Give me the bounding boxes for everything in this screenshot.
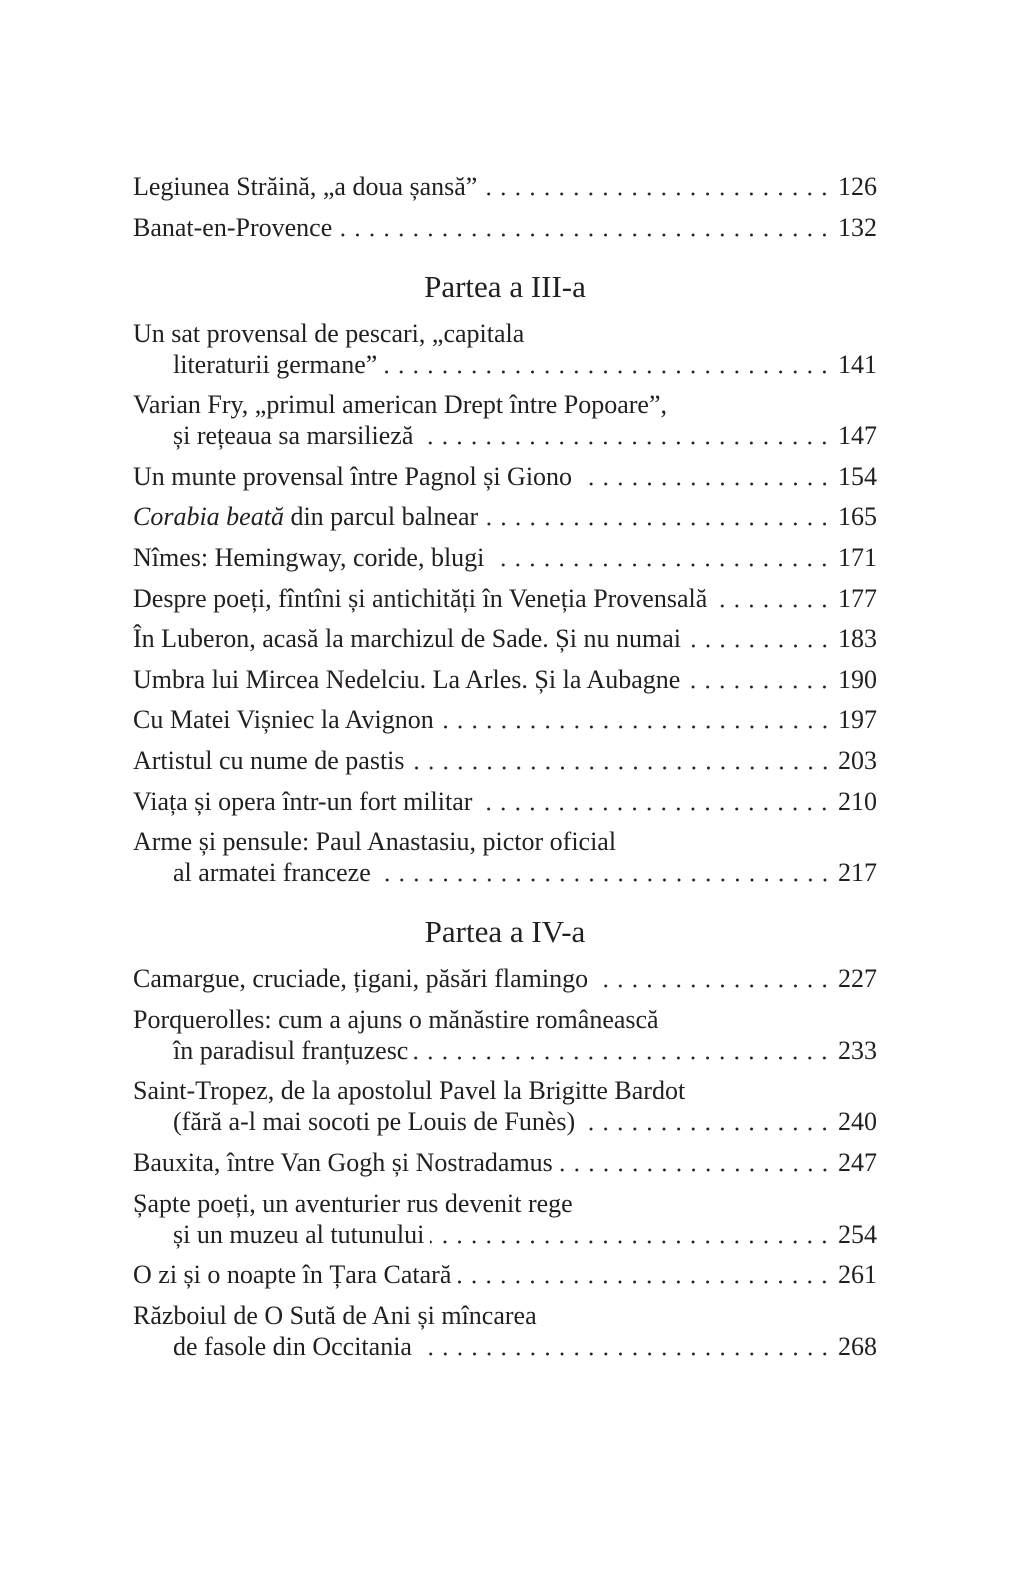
toc-entry-line <box>133 349 877 380</box>
entry-title-text <box>133 664 680 695</box>
entry-title-text <box>133 212 332 243</box>
dot-leader <box>594 963 832 994</box>
toc-entry-line <box>133 318 877 349</box>
toc-entry[interactable] <box>133 623 877 654</box>
page-number: 240 <box>838 1107 877 1137</box>
entry-title-text <box>133 963 588 994</box>
dot-leader <box>419 420 832 451</box>
entry-title-segment: Bauxita, între Van Gogh și Nostradamus <box>133 1147 553 1177</box>
toc-entry[interactable] <box>133 664 877 695</box>
page-number: 227 <box>838 964 877 994</box>
entry-title-segment: Porquerolles: cum a ajuns o mănăstire românească <box>133 1004 659 1034</box>
entry-title-text <box>133 704 434 735</box>
page-number: 268 <box>838 1331 877 1361</box>
entry-title-text <box>133 745 405 776</box>
page-number: 183 <box>838 624 877 654</box>
toc-entry-line <box>133 1300 877 1331</box>
table-of-contents <box>133 171 877 1371</box>
entry-title-segment: și rețeaua sa marsilieză <box>173 421 414 451</box>
toc-entry[interactable] <box>133 501 877 532</box>
toc-entry[interactable] <box>133 171 877 202</box>
dot-leader <box>713 583 832 614</box>
entry-title-text <box>133 1075 685 1106</box>
dot-leader <box>483 171 832 202</box>
page-number: 190 <box>838 664 877 694</box>
entry-title-italic: Corabia beată <box>133 502 284 532</box>
dot-leader <box>383 349 832 380</box>
entry-title-segment: Despre poeți, fîntîni și antichități în Veneția Provensală <box>133 583 708 613</box>
page-number: 147 <box>838 421 877 451</box>
section-heading: Partea a IV-a <box>424 914 586 950</box>
entry-title-segment: O zi și o noapte în Țara Catară <box>133 1260 452 1290</box>
page-number: 141 <box>838 349 877 379</box>
dot-leader <box>687 623 832 654</box>
page-number: 217 <box>838 858 877 888</box>
entry-title-segment: Șapte poeți, un aventurier rus devenit rege <box>133 1188 573 1218</box>
dot-leader <box>338 212 832 243</box>
entry-title-text <box>173 1106 575 1137</box>
toc-entry-line <box>133 963 877 994</box>
toc-entry-line <box>133 1331 877 1362</box>
entry-title-text <box>133 1147 553 1178</box>
entry-title-segment: de fasole din Occitania <box>173 1331 412 1361</box>
page-number: 233 <box>838 1035 877 1065</box>
entry-title-text <box>133 1004 659 1035</box>
toc-entry[interactable] <box>133 542 877 573</box>
entry-title-segment: În Luberon, acasă la marchizul de Sade. Și nu numai <box>133 624 681 654</box>
entry-title-text <box>173 1219 424 1250</box>
entry-title-text <box>173 857 371 888</box>
toc-entry[interactable] <box>133 704 877 735</box>
entry-title-segment: Arme și pensule: Paul Anastasiu, pictor oficial <box>133 827 617 857</box>
dot-leader <box>484 501 832 532</box>
dot-leader <box>581 1106 832 1137</box>
toc-entry-line <box>133 1219 877 1250</box>
toc-entry-line <box>133 1188 877 1219</box>
toc-entry[interactable] <box>133 963 877 994</box>
toc-entry-line <box>133 1075 877 1106</box>
entry-title-segment: literaturii germane” <box>173 349 378 379</box>
toc-entry-line <box>133 583 877 614</box>
entry-title-text <box>133 623 681 654</box>
entry-title-text <box>133 1188 573 1219</box>
entry-title-text <box>133 171 477 202</box>
entry-title-segment: Saint-Tropez, de la apostolul Pavel la Brigitte Bardot <box>133 1076 686 1106</box>
toc-entry[interactable] <box>133 1259 877 1290</box>
toc-entry-line <box>133 826 877 857</box>
toc-entry-line <box>133 501 877 532</box>
entry-title-segment: Varian Fry, „primul american Drept între Popoare”, <box>133 390 668 420</box>
page-number: 254 <box>838 1219 877 1249</box>
entry-title-segment: Viața și opera într-un fort militar <box>133 786 473 816</box>
toc-entry[interactable] <box>133 826 877 888</box>
toc-entry[interactable] <box>133 1300 877 1362</box>
page-number: 197 <box>838 705 877 735</box>
entry-title-text <box>133 583 707 614</box>
entry-title-segment: (fără a-l mai socoti pe Louis de Funès) <box>173 1107 576 1137</box>
page-number: 247 <box>838 1147 877 1177</box>
dot-leader <box>430 1219 832 1250</box>
toc-entry-line <box>133 704 877 735</box>
toc-entry[interactable] <box>133 1004 877 1066</box>
entry-title-text <box>133 1300 537 1331</box>
entry-title-segment: Un munte provensal între Pagnol și Giono <box>133 461 573 491</box>
dot-leader <box>414 1035 832 1066</box>
page-number: 261 <box>838 1260 877 1290</box>
dot-leader <box>411 745 832 776</box>
toc-entry-line <box>133 1004 877 1035</box>
page-number: 165 <box>838 502 877 532</box>
toc-entry-line <box>133 420 877 451</box>
page-number: 126 <box>838 172 877 201</box>
toc-entry[interactable] <box>133 461 877 492</box>
dot-leader <box>457 1259 832 1290</box>
dot-leader <box>418 1331 832 1362</box>
entry-title-segment: Legiunea Străină, „a doua șansă” <box>133 172 478 201</box>
entry-title-segment: Nîmes: Hemingway, coride, blugi <box>133 542 485 572</box>
toc-entry-line <box>133 664 877 695</box>
toc-entry-line <box>133 745 877 776</box>
toc-entry-line <box>133 1035 877 1066</box>
toc-entry-line <box>133 786 877 817</box>
page-number: 203 <box>838 745 877 775</box>
page-number: 171 <box>838 542 877 572</box>
dot-leader <box>377 857 832 888</box>
toc-entry[interactable] <box>133 1075 877 1137</box>
entry-title-text <box>133 786 472 817</box>
dot-leader <box>490 542 832 573</box>
toc-entry-line <box>133 1147 877 1178</box>
toc-entry-line <box>133 171 877 202</box>
toc-entry-line <box>133 1106 877 1137</box>
toc-entry[interactable] <box>133 583 877 614</box>
page-number: 154 <box>838 461 877 491</box>
entry-title-segment: Camargue, cruciade, țigani, păsări flamingo <box>133 964 589 994</box>
entry-title-text <box>133 1259 451 1290</box>
dot-leader <box>578 461 832 492</box>
entry-title-text <box>133 318 524 349</box>
toc-entry-line <box>133 857 877 888</box>
entry-title-segment: și un muzeu al tutunului <box>173 1219 425 1249</box>
toc-entry[interactable] <box>133 1147 877 1178</box>
entry-title-segment: Cu Matei Vișniec la Avignon <box>133 705 434 735</box>
toc-entry[interactable] <box>133 1188 877 1250</box>
dot-leader <box>478 786 832 817</box>
toc-entry[interactable] <box>133 786 877 817</box>
entry-title-segment: Artistul cu nume de pastis <box>133 745 405 775</box>
entry-title-text <box>173 1331 412 1362</box>
toc-entry[interactable] <box>133 389 877 451</box>
toc-entry[interactable] <box>133 745 877 776</box>
entry-title-text <box>133 826 616 857</box>
toc-entry-line <box>133 461 877 492</box>
entry-title-segment: al armatei franceze <box>173 858 371 888</box>
entry-title-segment: Războiul de O Sută de Ani și mîncarea <box>133 1300 537 1330</box>
page-number: 177 <box>838 583 877 613</box>
toc-entry-line <box>133 389 877 420</box>
toc-entry-line <box>133 542 877 573</box>
dot-leader <box>686 664 832 695</box>
page-number: 210 <box>838 786 877 816</box>
toc-entry-line <box>133 1259 877 1290</box>
entry-title-segment: în paradisul franțuzesc <box>173 1035 409 1065</box>
entry-title-text <box>173 1035 408 1066</box>
entry-title-segment: Umbra lui Mircea Nedelciu. La Arles. Și la Aubagne <box>133 664 681 694</box>
entry-title-text <box>133 501 478 532</box>
toc-entry-line <box>133 212 877 243</box>
page-number: 132 <box>838 212 877 242</box>
toc-entry[interactable] <box>133 318 877 380</box>
toc-entry[interactable] <box>133 212 877 243</box>
entry-title-text <box>173 349 377 380</box>
entry-title-segment: din parcul balnear <box>283 502 479 532</box>
entry-title-segment: Banat-en-Provence <box>133 212 333 242</box>
dot-leader <box>440 704 832 735</box>
dot-leader <box>559 1147 832 1178</box>
entry-title-text <box>173 420 413 451</box>
entry-title-text <box>133 542 484 573</box>
entry-title-segment: Un sat provensal de pescari, „capitala <box>133 318 525 348</box>
toc-entry-line <box>133 623 877 654</box>
entry-title-text <box>133 461 572 492</box>
entry-title-text <box>133 389 667 420</box>
section-heading: Partea a III-a <box>424 268 586 304</box>
